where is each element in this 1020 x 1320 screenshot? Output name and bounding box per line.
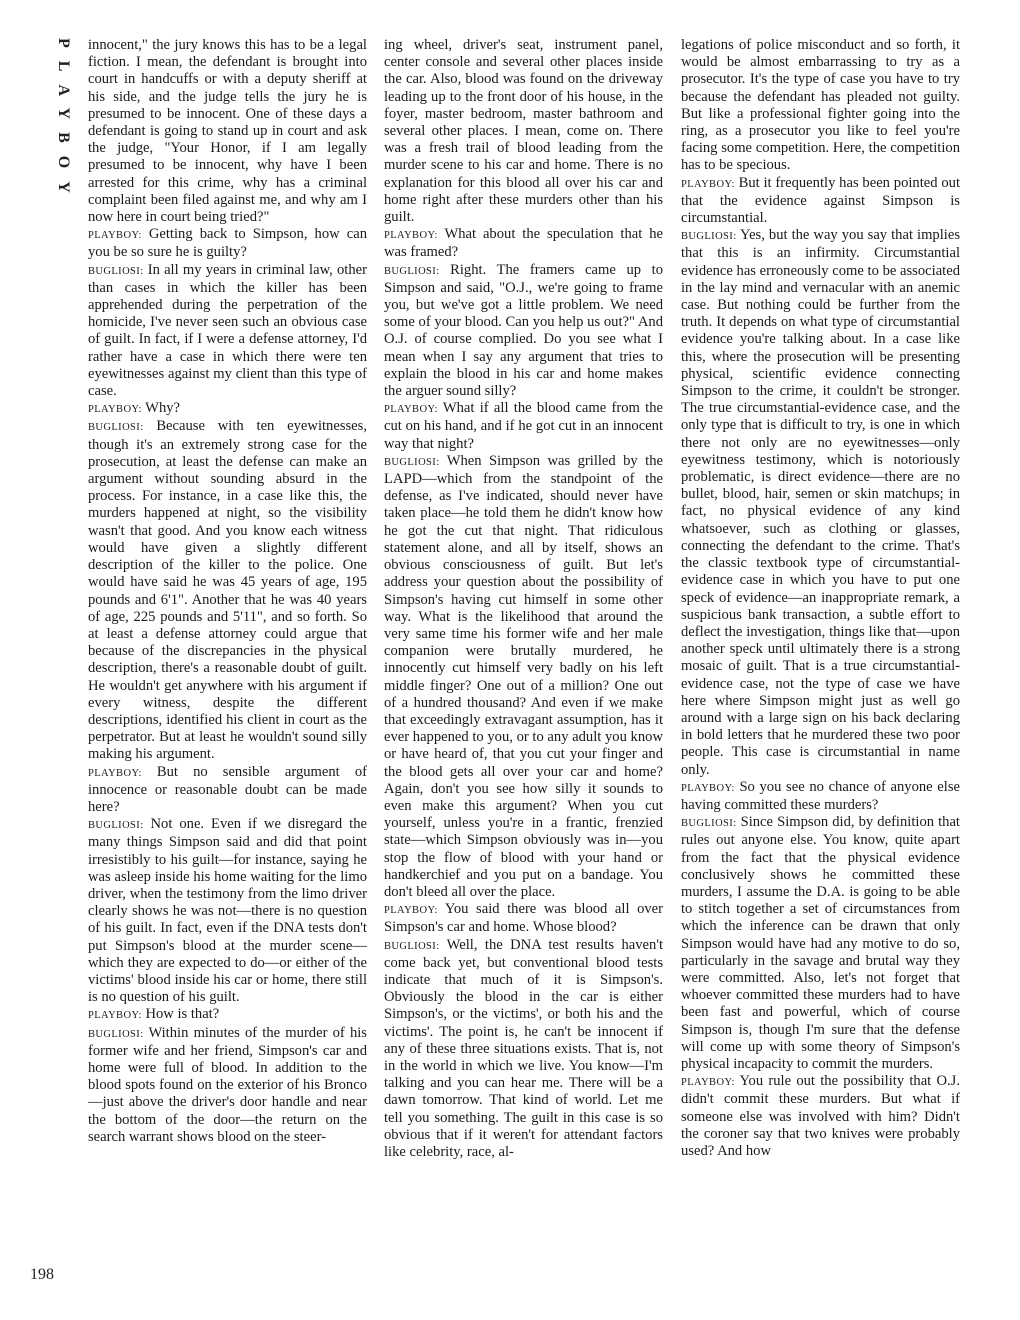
speaker-label: PLAYBOY:: [384, 905, 438, 917]
article-column-3: [681, 37, 960, 1287]
paragraph-text: But no sensible argument of innocence or reasonable doubt can be made here?: [88, 763, 367, 815]
paragraph-text: Getting back to Simpson, how can you be so sure he is guilty?: [88, 226, 367, 261]
interview-paragraph: [88, 37, 367, 226]
interview-paragraph: [681, 175, 960, 228]
speaker-label: BUGLIOSI:: [88, 1028, 144, 1040]
article-column-2: [384, 37, 663, 1287]
interview-paragraph: [88, 400, 367, 418]
speaker-label: BUGLIOSI:: [384, 265, 440, 277]
speaker-label: PLAYBOY:: [384, 230, 438, 242]
speaker-label: BUGLIOSI:: [681, 818, 737, 830]
speaker-label: PLAYBOY:: [681, 178, 735, 190]
speaker-label: PLAYBOY:: [88, 767, 142, 779]
paragraph-text: Well, the DNA test results haven't come back yet, but conventional blood tests indicate that much of it is Simpson's. Obviously the blood in the car is either Simpson's, or the victims', or both his and the victims'. The point is, he can't be innocent if any of these three situations exists. That is, not in the world in which we live. You know—I'm talking and you can hear me. There will be a dawn tomorrow. That kind of world. Let me tell you something. The guilt in this case is so obvious that if it weren't for attendant factors like celebrity, race, al-: [384, 936, 663, 1160]
paragraph-text: ing wheel, driver's seat, instrument panel, center console and several other places inside the car. Also, blood was found on the driveway leading up to the front door of his house, in the foyer, master bedroom, master bathroom and several other places. I mean, come on. There was a fresh trail of blood leading from the murder scene to his car and home. There is no explanation for this blood all over his car and home right after these murders other than his guilt.: [384, 37, 663, 226]
paragraph-text: Right. The framers came up to Simpson and said, "O.J., we're going to frame you, but we've got a little problem. We need some of your blood. Can you help us out?" And O.J. of course complied. Do you see what I mean when I say any argument that tries to explain the blood in his car and home makes the arguer sound silly?: [384, 261, 663, 400]
speaker-label: PLAYBOY:: [88, 230, 142, 242]
interview-paragraph: [681, 1073, 960, 1160]
interview-paragraph: [88, 1006, 367, 1024]
speaker-label: BUGLIOSI:: [384, 456, 440, 468]
paragraph-text: You said there was blood all over Simpson's car and home. Whose blood?: [384, 901, 663, 936]
paragraph-text: What if all the blood came from the cut on his hand, and if he got cut in an innocent way that night?: [384, 400, 663, 452]
interview-paragraph: [88, 1025, 367, 1146]
interview-paragraph: [384, 901, 663, 936]
interview-paragraph: [88, 262, 367, 401]
interview-paragraph: [88, 816, 367, 1006]
interview-paragraph: [681, 779, 960, 814]
speaker-label: BUGLIOSI:: [88, 422, 144, 434]
speaker-label: PLAYBOY:: [384, 404, 438, 416]
interview-paragraph: [681, 814, 960, 1073]
magazine-name-vertical: [46, 38, 82, 338]
speaker-label: BUGLIOSI:: [88, 265, 144, 277]
paragraph-text: When Simpson was grilled by the LAPD—which from the standpoint of the defense, as I've indicated, should never have taken place—he told them he didn't know how he got the cut that night. That ridiculous statement alone, and all by itself, shows an obvious consciousness of guilt. But let's address your question about the possibility of Simpson's having cut himself in some other way. What is the likelihood that around the very same time his former wife and her male companion were brutally murdered, he innocently cut himself very badly on his left middle finger? One out of a million? One out of a hundred thousand? And even if we make that exceedingly extravagant assumption, has it ever happened to you, or to any adult you know or have heard of, that you cut your finger and the blood gets all over your car and home? Again, don't you see how silly it sounds to even make this argument? When you cut yourself, unless you're in a frantic, frenzied state—which Simpson obviously was in—you stop the flow of blood with your hand or handkerchief and you put on a bandage. You don't bleed all over the place.: [384, 452, 663, 900]
paragraph-text: But it frequently has been pointed out that the evidence against Simpson is circumstantial.: [681, 174, 960, 227]
paragraph-text: Because with ten eyewitnesses, though it's an extremely strong case for the prosecution, at least the defense can make an argument without sounding absurd in the process. For instance, in a case like this, the murders happened at night, so the visibility wasn't that good. And you know each witness would have given a slightly different description of the killer to the police. One would have said he was 45 years of age, 195 pounds and 6'1". Another that he was 40 years of age, 225 pounds and 5'11", and so forth. So at least a defense attorney could argue that because of the discrepancies in the physical description, there's a reasonable doubt of guilt. He wouldn't get anywhere with his argument if every witness, despite the different descriptions, identified his client in court as the perpetrator. But at least he wouldn't sound silly making his argument.: [88, 418, 367, 763]
page-number: 198: [30, 1266, 54, 1283]
article-column-1: [88, 37, 367, 1287]
magazine-name-text: PLAYBOY: [55, 38, 72, 206]
speaker-label: PLAYBOY:: [681, 1077, 735, 1089]
paragraph-text: Not one. Even if we disregard the many things Simpson said and did that point irresistibly to his guilt—for instance, saying he was asleep inside his home waiting for the limo driver, when the testimony from the limo driver clearly shows he was not—there is no question of his guilt. In fact, even if the DNA tests don't put Simpson's blood at the murder scene—which they are expected to do—or either of the victims' blood inside his car or home, there still is no question of his guilt.: [88, 816, 367, 1006]
paragraph-text: In all my years in criminal law, other than cases in which the killer has been apprehended during the perpetration of the homicide, I've never seen such an obvious case of guilt. In fact, if I were a defense attorney, I'd rather have a case in which there were ten eyewitnesses against my client than this type of case.: [88, 261, 367, 400]
interview-paragraph: [384, 226, 663, 261]
interview-paragraph: [681, 227, 960, 779]
interview-paragraph: [88, 418, 367, 763]
paragraph-text: Within minutes of the murder of his former wife and her friend, Simpson's car and home were full of blood. In addition to the blood spots found on the exterior of his Bronco—just above the driver's door handle and near the bottom of the door—the return on the search warrant shows blood on the steer-: [88, 1024, 367, 1145]
interview-paragraph: [88, 226, 367, 261]
speaker-label: BUGLIOSI:: [384, 940, 440, 952]
paragraph-text: Why?: [145, 400, 181, 417]
interview-paragraph: [681, 37, 960, 175]
speaker-label: PLAYBOY:: [88, 1010, 142, 1022]
interview-paragraph: [384, 937, 663, 1162]
paragraph-text: You rule out the possibility that O.J. didn't commit these murders. But what if someone else was involved with him? Didn't the coroner say that two knives were probably used? And how: [681, 1073, 960, 1159]
paragraph-text: innocent," the jury knows this has to be a legal fiction. I mean, the defendant is brought into court in handcuffs or with a deputy sheriff at his side, and the judge tells the jury he is presumed to be innocent. One of these days a defendant is going to stand up in court and ask the judge, "Your Honor, if I am legally presumed to be innocent, why have I been arrested for this crime, why has a criminal complaint been filed against me, and why am I now here in court being tried?": [88, 37, 367, 226]
interview-paragraph: [384, 37, 663, 226]
interview-paragraph: [384, 262, 663, 401]
paragraph-text: What about the speculation that he was framed?: [384, 226, 663, 261]
paragraph-text: Yes, but the way you say that implies that this is an infirmity. Circumstantial evidence has erroneously come to be associated in the lay mind and vernacular with an anemic case. But nothing could be further from the truth. It depends on what type of circumstantial evidence you're talking about. In a case like this, where the prosecution will be presenting physical, scientific evidence connecting Simpson to the crime, it couldn't be stronger. The true circumstantial-evidence case, and the only type that is difficult to try, is one in which there not only are no eyewitnesses—only eyewitness testimony, which is notoriously problematic, is direct evidence—there are no bullet, blood, hair, semen or skin matchups; in fact, no physical evidence of any kind whatsoever, such as clothing or glasses, connecting the defendant to the crime. That's the classic textbook type of circumstantial-evidence case in which you have to put one speck of evidence—an inappropriate remark, a suspicious bank transaction, a subtle effort to deflect the investigation, things like that—upon another speck until ultimately there is a strong mosaic of guilt. That is a true circumstantial-evidence case, not the type of case we have here where Simpson might just as well go around with a large sign on his back declaring in bold letters that he murdered these two poor people. This case is circumstantial in name only.: [681, 227, 960, 778]
paragraph-text: Since Simpson did, by definition that rules out anyone else. You know, quite apart from the fact that the physical evidence conclusively shows he committed these murders, I assume the D.A. is going to be able to stitch together a set of circumstances from which the inference can be drawn that only Simpson would have had any motive to do so, particularly in the savage and brutal way they were committed. Also, let's not forget that whoever committed these murders had to have been fast and powerful, which of course Simpson is, though I'm sure that the defense will come up with some theory of Simpson's physical incapacity to commit the murders.: [681, 814, 960, 1072]
interview-paragraph: [384, 400, 663, 453]
speaker-label: BUGLIOSI:: [88, 820, 144, 832]
speaker-label: PLAYBOY:: [681, 782, 735, 794]
paragraph-text: So you see no chance of anyone else having committed these murders?: [681, 778, 960, 813]
speaker-label: BUGLIOSI:: [681, 231, 737, 243]
interview-paragraph: [88, 764, 367, 817]
interview-paragraph: [384, 453, 663, 901]
paragraph-text: How is that?: [145, 1006, 220, 1023]
paragraph-text: legations of police misconduct and so forth, it would be almost embarrassing to try as a prosecutor. It's the type of case you have to try because the defendant has pleaded not guilty. But like a professional fighter going into the ring, as a prosecutor you like to feel you're facing some competition. Here, the competition has to be specious.: [681, 37, 960, 174]
speaker-label: PLAYBOY:: [88, 404, 142, 416]
